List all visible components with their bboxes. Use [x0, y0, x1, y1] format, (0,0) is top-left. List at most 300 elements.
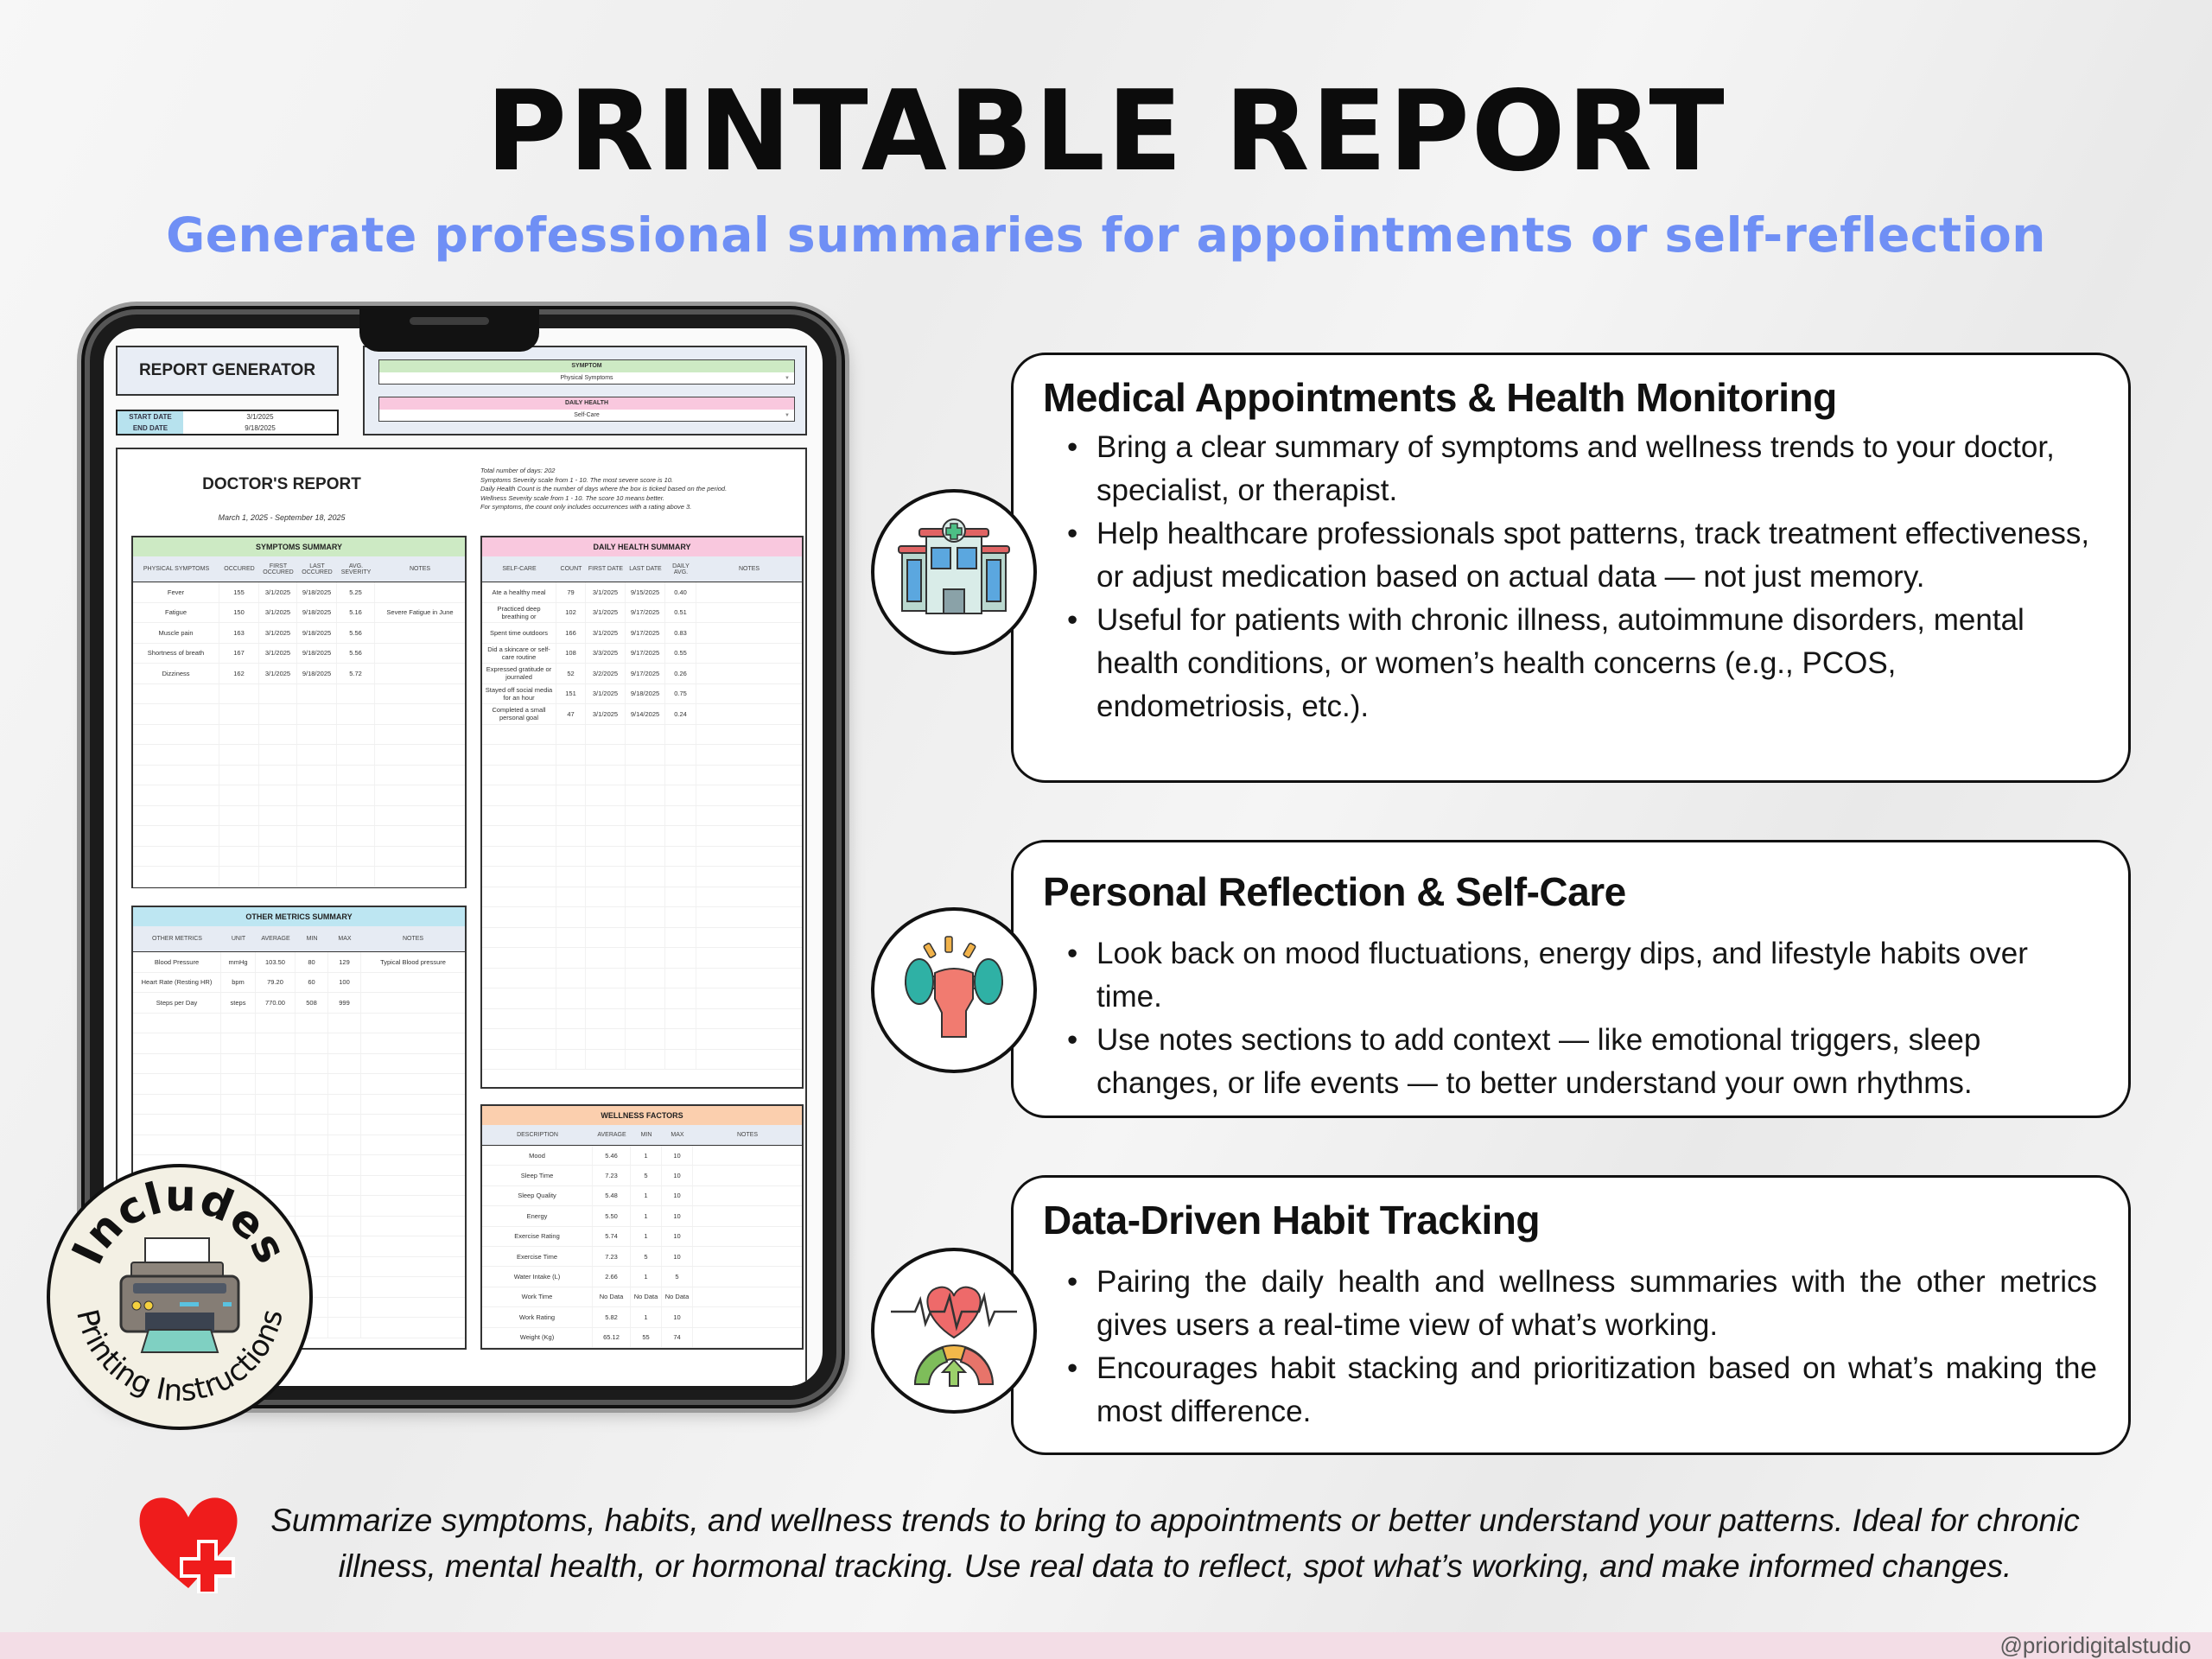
- table-cell: 5.72: [337, 664, 375, 683]
- table-cell: [696, 785, 802, 805]
- table-cell: [375, 644, 465, 664]
- table-cell: 80: [296, 952, 328, 972]
- empty-table-row: [482, 988, 802, 1009]
- table-cell: 508: [296, 993, 328, 1013]
- table-cell: [328, 1033, 361, 1053]
- table-cell: Completed a small personal goal: [482, 704, 556, 724]
- table-cell: 3/3/2025: [586, 644, 626, 664]
- empty-table-row: [133, 766, 465, 786]
- table-cell: [586, 867, 626, 887]
- empty-table-row: [133, 1014, 465, 1034]
- table-cell: [337, 725, 375, 745]
- table-cell: 79.20: [256, 973, 296, 993]
- table-cell: Did a skincare or self-care routine: [482, 644, 556, 664]
- table-cell: [296, 1074, 328, 1094]
- table-row: [482, 1227, 802, 1247]
- table-cell: [361, 1135, 465, 1155]
- table-cell: [693, 1307, 802, 1326]
- table-cell: [297, 766, 337, 785]
- table-cell: [133, 684, 219, 704]
- table-cell: mmHg: [221, 952, 256, 972]
- table-cell: [337, 867, 375, 887]
- table-cell: 2.66: [593, 1267, 631, 1286]
- table-cell: 0.75: [665, 684, 696, 704]
- card-bullet: • Use notes sections to add context — like emotional triggers, sleep changes, or life events — to better understand your own rhythms.: [1067, 1019, 2097, 1105]
- table-cell: 0.83: [665, 623, 696, 643]
- table-cell: [626, 806, 665, 826]
- table-cell: [219, 704, 259, 724]
- table-cell: [221, 1074, 256, 1094]
- table-cell: [361, 1236, 465, 1256]
- table-cell: [328, 1074, 361, 1094]
- table-cell: 999: [328, 993, 361, 1013]
- table-cell: [297, 826, 337, 846]
- empty-table-row: [482, 969, 802, 989]
- table-cell: [259, 847, 297, 867]
- table-cell: Fever: [133, 582, 219, 602]
- table-cell: [482, 948, 556, 968]
- table-row: [482, 684, 802, 705]
- table-cell: [259, 867, 297, 887]
- table-row: [133, 582, 465, 603]
- symptom-dropdown[interactable]: [378, 359, 795, 385]
- column-header: MIN: [640, 1132, 652, 1138]
- table-cell: [696, 826, 802, 846]
- empty-table-row: [133, 1135, 465, 1156]
- table-cell: [665, 867, 696, 887]
- table-cell: [259, 684, 297, 704]
- table-row: [133, 603, 465, 624]
- table-cell: [259, 704, 297, 724]
- table-cell: 5: [631, 1166, 662, 1185]
- table-cell: 9/18/2025: [297, 603, 337, 623]
- table-cell: [375, 785, 465, 805]
- filter-panel: [363, 346, 807, 435]
- table-cell: [556, 806, 586, 826]
- table-row: [133, 623, 465, 644]
- table-cell: [696, 664, 802, 683]
- card-bullet: • Useful for patients with chronic illness, autoimmune disorders, mental health conditions, or women’s health concerns (e.g., PCOS, endometriosis, etc.).: [1067, 599, 2097, 728]
- empty-table-row: [133, 704, 465, 725]
- table-cell: [375, 684, 465, 704]
- start-date-label: START DATE: [118, 411, 183, 423]
- table-cell: [665, 847, 696, 867]
- table-cell: [696, 745, 802, 765]
- table-cell: Sleep Quality: [482, 1186, 593, 1205]
- table-cell: 65.12: [593, 1328, 631, 1347]
- table-cell: 1: [631, 1186, 662, 1205]
- table-cell: 150: [219, 603, 259, 623]
- table-cell: [133, 867, 219, 887]
- table-cell: [328, 1236, 361, 1256]
- table-cell: [375, 826, 465, 846]
- report-notes: [480, 467, 791, 512]
- table-cell: Shortness of breath: [133, 644, 219, 664]
- wellness-factors-table: [480, 1104, 804, 1350]
- table-cell: [296, 1115, 328, 1135]
- table-cell: 1: [631, 1227, 662, 1246]
- page-title: PRINTABLE REPORT: [486, 67, 1726, 196]
- table-cell: [482, 867, 556, 887]
- table-cell: 5.48: [593, 1186, 631, 1205]
- table-cell: Expressed gratitude or journaled: [482, 664, 556, 683]
- table-cell: [296, 1033, 328, 1053]
- table-cell: 7.23: [593, 1166, 631, 1185]
- start-date-input[interactable]: 3/1/2025: [246, 413, 274, 421]
- table-row: [482, 1206, 802, 1226]
- table-row: [482, 1328, 802, 1348]
- tablet-camera-notch: [359, 307, 539, 352]
- empty-table-row: [133, 725, 465, 746]
- column-header: MAX: [338, 936, 352, 942]
- empty-table-row: [482, 725, 802, 746]
- table-row: [482, 664, 802, 684]
- table-cell: Fatigue: [133, 603, 219, 623]
- table-cell: 9/18/2025: [626, 684, 665, 704]
- table-row: [482, 582, 802, 603]
- table-cell: [556, 948, 586, 968]
- table-cell: [665, 928, 696, 948]
- dumbbell-fist-icon: [871, 907, 1037, 1073]
- table-cell: [133, 806, 219, 826]
- report-generator-title: REPORT GENERATOR: [116, 346, 339, 396]
- table-cell: [361, 1014, 465, 1033]
- table-header: [133, 556, 465, 582]
- table-cell: 5.50: [593, 1206, 631, 1225]
- badge-top-text: Includes: [62, 1170, 297, 1273]
- table-cell: Blood Pressure: [133, 952, 221, 972]
- table-cell: [221, 1095, 256, 1115]
- table-cell: [482, 725, 556, 745]
- table-cell: [696, 887, 802, 907]
- table-cell: [665, 745, 696, 765]
- chevron-down-icon[interactable]: ▼: [785, 376, 790, 381]
- table-cell: [696, 766, 802, 785]
- table-cell: [696, 928, 802, 948]
- card-title: Personal Reflection & Self-Care: [1043, 869, 1626, 914]
- table-cell: Work Time: [482, 1287, 593, 1306]
- table-cell: [256, 1115, 296, 1135]
- table-cell: 47: [556, 704, 586, 724]
- empty-table-row: [482, 745, 802, 766]
- table-cell: [361, 1095, 465, 1115]
- table-cell: [375, 806, 465, 826]
- table-cell: 167: [219, 644, 259, 664]
- table-cell: 3/1/2025: [586, 603, 626, 623]
- table-row: [133, 664, 465, 684]
- table-cell: [482, 1009, 556, 1029]
- table-cell: [586, 907, 626, 927]
- table-row: [482, 1307, 802, 1327]
- table-cell: [337, 785, 375, 805]
- column-header: NOTES: [409, 566, 431, 572]
- table-cell: [586, 1050, 626, 1070]
- card-bullet: • Pairing the daily health and wellness summaries with the other metrics gives users a real-time view of what’s working.: [1067, 1261, 2097, 1347]
- table-cell: [693, 1186, 802, 1205]
- tablet-side-button-2: [842, 514, 849, 557]
- table-cell: 9/17/2025: [626, 603, 665, 623]
- table-title: DAILY HEALTH SUMMARY: [482, 537, 802, 556]
- table-cell: [133, 1054, 221, 1074]
- empty-table-row: [482, 806, 802, 827]
- report-note: Daily Health Count is the number of days where the box is ticked based on the period.: [480, 485, 728, 493]
- table-cell: [556, 1009, 586, 1029]
- table-cell: 129: [328, 952, 361, 972]
- badge-graphic: [50, 1167, 309, 1427]
- heart-gauge-icon: [871, 1248, 1037, 1414]
- table-cell: [693, 1247, 802, 1266]
- table-cell: 10: [662, 1186, 693, 1205]
- table-cell: [375, 725, 465, 745]
- table-cell: [556, 766, 586, 785]
- table-cell: [626, 928, 665, 948]
- table-cell: 162: [219, 664, 259, 683]
- table-cell: 103.50: [256, 952, 296, 972]
- table-cell: [361, 1217, 465, 1236]
- table-cell: [133, 1135, 221, 1155]
- report-note: Total number of days: 202: [480, 467, 556, 474]
- table-cell: [328, 1176, 361, 1196]
- table-cell: 0.26: [665, 664, 696, 683]
- table-cell: [556, 969, 586, 988]
- table-cell: [626, 1009, 665, 1029]
- table-cell: No Data: [593, 1287, 631, 1306]
- table-cell: 3/1/2025: [586, 623, 626, 643]
- empty-table-row: [482, 1029, 802, 1050]
- table-cell: [482, 785, 556, 805]
- table-cell: [482, 887, 556, 907]
- table-row: [482, 1267, 802, 1287]
- empty-table-row: [482, 928, 802, 949]
- table-cell: 155: [219, 582, 259, 602]
- table-cell: [296, 1095, 328, 1115]
- table-cell: [626, 785, 665, 805]
- table-cell: [556, 867, 586, 887]
- column-header: NOTES: [402, 936, 424, 942]
- table-cell: [626, 1050, 665, 1070]
- table-cell: [328, 1095, 361, 1115]
- table-cell: [296, 1135, 328, 1155]
- table-cell: [328, 1115, 361, 1135]
- table-cell: [328, 1196, 361, 1216]
- empty-table-row: [133, 1033, 465, 1054]
- table-cell: Mood: [482, 1146, 593, 1165]
- footer-description: Summarize symptoms, habits, and wellness trends to bring to appointments or better understand your patterns. Ideal for chronic illness, mental health, or hormonal tracking. Use real data to reflect, spot what’s working, and make informed changes.: [270, 1503, 2080, 1584]
- table-cell: [626, 867, 665, 887]
- table-cell: [375, 867, 465, 887]
- table-cell: [296, 1054, 328, 1074]
- report-note: For symptoms, the count only includes occurrences with a rating above 3.: [480, 503, 692, 511]
- table-cell: [328, 1277, 361, 1297]
- table-cell: [696, 603, 802, 623]
- table-cell: [482, 806, 556, 826]
- table-cell: 1: [631, 1267, 662, 1286]
- table-cell: [586, 847, 626, 867]
- table-cell: [296, 1014, 328, 1033]
- table-cell: [328, 1298, 361, 1318]
- table-cell: [221, 1014, 256, 1033]
- empty-table-row: [482, 1050, 802, 1071]
- table-cell: No Data: [631, 1287, 662, 1306]
- table-cell: Work Rating: [482, 1307, 593, 1326]
- table-cell: [696, 969, 802, 988]
- table-cell: Exercise Time: [482, 1247, 593, 1266]
- table-cell: [259, 785, 297, 805]
- table-cell: [696, 1009, 802, 1029]
- table-cell: [626, 745, 665, 765]
- column-header: NOTES: [736, 1132, 759, 1138]
- table-cell: 1: [631, 1206, 662, 1225]
- table-cell: [665, 785, 696, 805]
- card-bullet: • Encourages habit stacking and prioritization based on what’s making the most difference.: [1067, 1347, 2097, 1433]
- card-bullets: [1067, 426, 2097, 728]
- empty-table-row: [133, 1095, 465, 1116]
- table-row: [482, 603, 802, 624]
- table-cell: [259, 766, 297, 785]
- table-cell: [375, 766, 465, 785]
- table-cell: [361, 1298, 465, 1318]
- table-cell: [626, 725, 665, 745]
- table-cell: [337, 745, 375, 765]
- column-header: LAST OCCURED: [302, 563, 333, 575]
- table-cell: 5.56: [337, 623, 375, 643]
- report-note: Wellness Severity scale from 1 - 10. The score 10 means better.: [480, 493, 665, 502]
- table-cell: [361, 1074, 465, 1094]
- table-cell: [556, 1050, 586, 1070]
- table-cell: [328, 1318, 361, 1338]
- table-cell: [259, 725, 297, 745]
- symptom-label: SYMPTOM: [379, 360, 794, 372]
- table-cell: 52: [556, 664, 586, 683]
- bottom-strip: [0, 1632, 2212, 1659]
- table-cell: [626, 969, 665, 988]
- table-cell: [219, 785, 259, 805]
- column-header: PHYSICAL SYMPTOMS: [143, 566, 210, 572]
- table-cell: 10: [662, 1227, 693, 1246]
- table-cell: [482, 745, 556, 765]
- table-cell: [586, 745, 626, 765]
- brand-handle: @prioridigitalstudio: [1999, 1632, 2191, 1658]
- table-row: [482, 1247, 802, 1267]
- table-cell: [328, 1155, 361, 1175]
- table-cell: [133, 1033, 221, 1053]
- table-cell: [361, 1054, 465, 1074]
- chevron-down-icon[interactable]: ▼: [785, 413, 790, 418]
- table-cell: Typical Blood pressure: [380, 957, 446, 966]
- symptom-value: Physical Symptoms: [560, 375, 613, 381]
- table-cell: Practiced deep breathing or: [482, 603, 556, 623]
- table-cell: [375, 664, 465, 683]
- table-cell: [297, 684, 337, 704]
- column-header: DESCRIPTION: [517, 1132, 558, 1138]
- table-cell: 10: [662, 1146, 693, 1165]
- table-cell: [665, 826, 696, 846]
- table-cell: [556, 785, 586, 805]
- table-cell: [696, 988, 802, 1008]
- table-cell: [586, 988, 626, 1008]
- table-cell: 100: [328, 973, 361, 993]
- heart-plus-icon: [137, 1491, 247, 1593]
- column-header: MAX: [671, 1132, 684, 1138]
- table-cell: [696, 1050, 802, 1070]
- card-bullets: [1067, 932, 2097, 1105]
- table-cell: 9/18/2025: [297, 582, 337, 602]
- table-cell: [337, 704, 375, 724]
- table-cell: [696, 1029, 802, 1049]
- table-cell: [256, 1135, 296, 1155]
- table-cell: [556, 1029, 586, 1049]
- table-cell: Energy: [482, 1206, 593, 1225]
- table-cell: 9/18/2025: [297, 623, 337, 643]
- table-row: [133, 993, 465, 1014]
- table-cell: [337, 684, 375, 704]
- table-cell: [328, 1054, 361, 1074]
- table-row: [133, 644, 465, 664]
- table-cell: [586, 806, 626, 826]
- empty-table-row: [482, 826, 802, 847]
- table-cell: [219, 826, 259, 846]
- table-cell: [556, 725, 586, 745]
- table-cell: Stayed off social media for an hour: [482, 684, 556, 704]
- column-header: FIRST OCCURED: [263, 563, 294, 575]
- table-cell: [361, 1155, 465, 1175]
- table-cell: [696, 806, 802, 826]
- table-cell: [665, 766, 696, 785]
- table-cell: [219, 867, 259, 887]
- table-cell: [361, 1115, 465, 1135]
- table-cell: 9/18/2025: [297, 644, 337, 664]
- feature-card-medical: [1011, 353, 2131, 783]
- daily-health-dropdown[interactable]: [378, 397, 795, 422]
- table-cell: 108: [556, 644, 586, 664]
- card-bullet: • Bring a clear summary of symptoms and wellness trends to your doctor, specialist, or therapist.: [1067, 426, 2097, 512]
- table-cell: [133, 704, 219, 724]
- table-cell: [696, 907, 802, 927]
- table-cell: 770.00: [256, 993, 296, 1013]
- empty-table-row: [133, 1074, 465, 1095]
- table-cell: [693, 1206, 802, 1225]
- table-cell: [696, 704, 802, 724]
- table-cell: 5.56: [337, 644, 375, 664]
- column-header: AVERAGE: [597, 1132, 626, 1138]
- table-cell: [626, 766, 665, 785]
- empty-table-row: [133, 867, 465, 887]
- table-cell: [626, 887, 665, 907]
- table-cell: [665, 969, 696, 988]
- table-cell: [586, 948, 626, 968]
- table-cell: 3/1/2025: [259, 623, 297, 643]
- column-header: MIN: [306, 936, 318, 942]
- empty-table-row: [133, 826, 465, 847]
- table-cell: [626, 907, 665, 927]
- empty-table-row: [133, 806, 465, 827]
- table-cell: [665, 806, 696, 826]
- table-cell: [556, 847, 586, 867]
- table-cell: 10: [662, 1307, 693, 1326]
- end-date-input[interactable]: 9/18/2025: [245, 424, 276, 432]
- feature-card-reflection: [1011, 840, 2131, 1118]
- table-cell: [133, 1014, 221, 1033]
- table-cell: 9/15/2025: [626, 582, 665, 602]
- card-title: Medical Appointments & Health Monitoring: [1043, 375, 1837, 420]
- table-cell: [328, 1135, 361, 1155]
- column-header: FIRST DATE: [588, 566, 624, 572]
- table-cell: [297, 847, 337, 867]
- table-cell: [693, 1287, 802, 1306]
- table-cell: 0.24: [665, 704, 696, 724]
- table-cell: 9/17/2025: [626, 644, 665, 664]
- table-cell: [665, 1029, 696, 1049]
